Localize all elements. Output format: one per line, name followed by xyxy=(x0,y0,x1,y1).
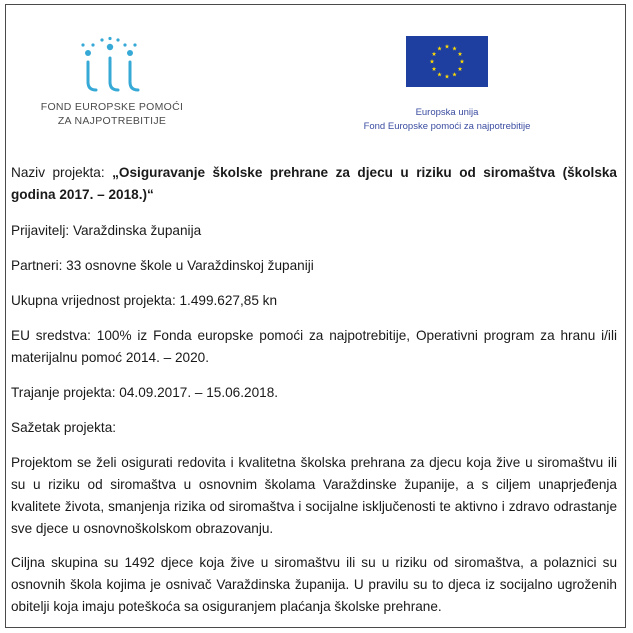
summary-label: Sažetak projekta: xyxy=(11,420,117,435)
applicant: Prijavitelj: Varaždinska županija xyxy=(11,223,202,238)
eu-funds: EU sredstva: 100% iz Fonda europske pomoći za najpotrebitije, Operativni program za hranu i/ili materijalnu pomoć 2014. – 2020. xyxy=(11,328,617,365)
fead-logo-line2: ZA NAJPOTREBITIJE xyxy=(57,115,167,127)
fead-figures-icon xyxy=(79,36,145,94)
eu-logo-line1: Europska unija xyxy=(415,107,479,118)
project-name xyxy=(11,162,617,206)
project-name-value: „Osiguravanje školske prehrane za djecu u riziku od siromaštva (školska godina 2017. – 2018.)“ xyxy=(11,165,617,202)
project-name-label: Naziv projekta: xyxy=(11,165,113,180)
duration: Trajanje projekta: 04.09.2017. – 15.06.2018. xyxy=(11,385,279,400)
summary-paragraph-2: Ciljna skupina su 1492 djece koja žive u siromaštvu ili su u riziku od siromaštva, a polaznici su osnovnih škola kojima je osnivač Varaždinska županija. U pravilu su to djeca iz socijalno ugroženih obitelji koja imaju poteškoća sa osiguranjem plaćanja školske prehrane. xyxy=(11,555,617,614)
eu-flag-icon xyxy=(406,36,488,87)
total-value: Ukupna vrijednost projekta: 1.499.627,85 kn xyxy=(11,293,278,308)
fead-logo-line1: FOND EUROPSKE POMOĆI xyxy=(40,101,184,113)
project-details xyxy=(11,162,617,618)
eu-logo-line2: Fond Europske pomoći za najpotrebitije xyxy=(363,121,531,132)
partners: Partneri: 33 osnovne škole u Varaždinskoj županiji xyxy=(11,258,314,273)
eu-logo xyxy=(352,36,542,134)
fead-logo xyxy=(32,36,192,128)
summary-paragraph-1: Projektom se želi osigurati redovita i kvalitetna školska prehrana za djecu koja žive u siromaštvu ili su u riziku od siromaštva u osnovnim školama Varaždinske županije, a s ciljem unaprjeđenja kvalitete života, smanjenja rizika od siromaštva i socijalne isključenosti te aktivno i zdravo odrastanje sve djece u osnovnoškolskom obrazovanju. xyxy=(11,455,617,536)
